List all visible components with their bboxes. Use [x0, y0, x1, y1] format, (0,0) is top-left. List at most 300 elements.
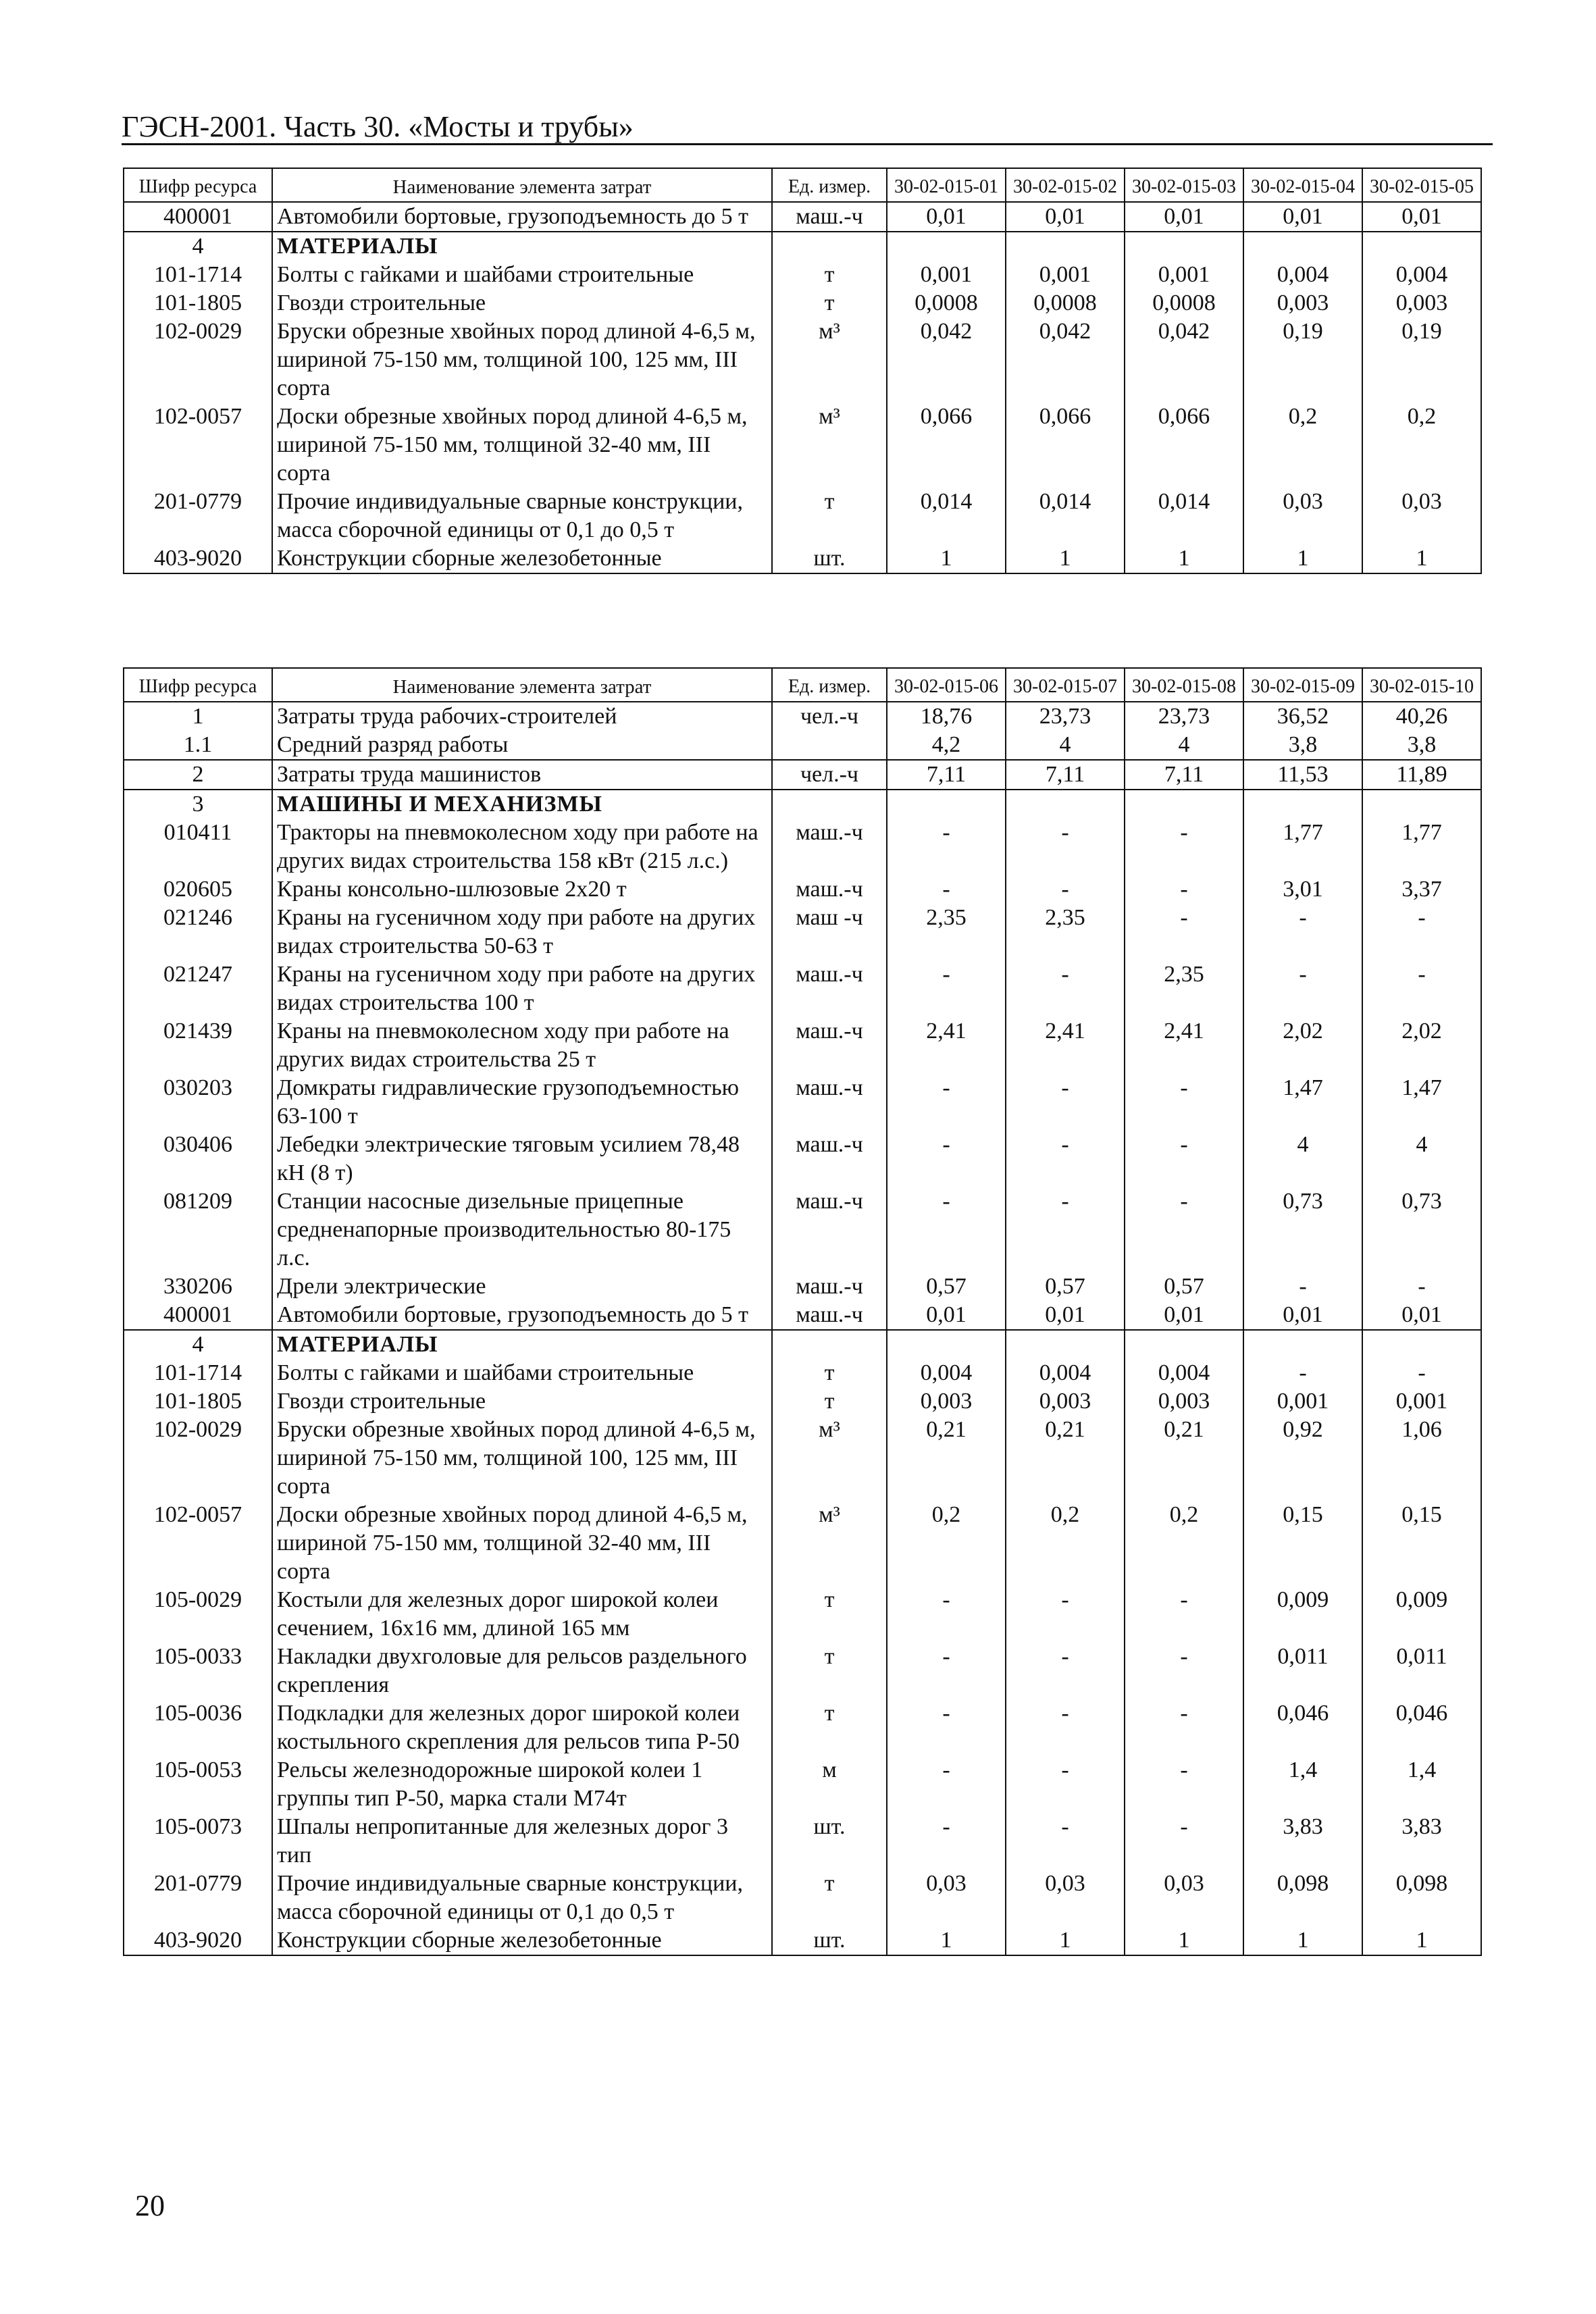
norm-value: 0,004: [1362, 261, 1481, 289]
norm-value: 0,01: [1362, 1301, 1481, 1330]
norm-value: 11,89: [1362, 760, 1481, 790]
resource-name: Домкраты гидравлические грузоподъемностью 63-100 т: [272, 1074, 772, 1131]
norm-value: -: [1125, 1131, 1243, 1187]
unit: маш -ч: [772, 904, 887, 960]
resource-code: 101-1714: [124, 261, 272, 289]
norm-value: 3,01: [1243, 875, 1362, 904]
norm-value: 0,01: [887, 202, 1006, 232]
norm-value: [1362, 232, 1481, 261]
table-row: [124, 1272, 1481, 1301]
norm-value: 1: [1362, 1926, 1481, 1955]
norm-value: 0,57: [1006, 1272, 1125, 1301]
norm-value: -: [1243, 904, 1362, 960]
unit: маш.-ч: [772, 819, 887, 875]
norm-value: 0,21: [1006, 1416, 1125, 1501]
norm-value: 1,47: [1362, 1074, 1481, 1131]
norm-value: 1: [1243, 1926, 1362, 1955]
norm-value: 0,014: [1006, 488, 1125, 544]
norm-value: -: [887, 1813, 1006, 1870]
norm-value: -: [1125, 875, 1243, 904]
norm-value: 0,004: [1006, 1359, 1125, 1387]
table-row: [124, 202, 1481, 232]
norm-value: 2,02: [1243, 1017, 1362, 1074]
table-row: [124, 317, 1481, 403]
norm-value: [1006, 790, 1125, 819]
norm-value: -: [1362, 904, 1481, 960]
norm-value: -: [1006, 1699, 1125, 1756]
norm-value: -: [1006, 1813, 1125, 1870]
col-header-norm: 30-02-015-08: [1125, 668, 1243, 702]
norm-value: 1,77: [1362, 819, 1481, 875]
col-header-norm: 30-02-015-05: [1362, 168, 1481, 202]
norm-value: [887, 232, 1006, 261]
unit: т: [772, 1699, 887, 1756]
resource-code: 4: [124, 232, 272, 261]
resource-code: 400001: [124, 202, 272, 232]
norm-value: 4: [1243, 1131, 1362, 1187]
resource-code: 102-0057: [124, 403, 272, 488]
table-row: [124, 1017, 1481, 1074]
unit: маш.-ч: [772, 1187, 887, 1272]
norm-value: 0,01: [1006, 1301, 1125, 1330]
resource-name: Дрели электрические: [272, 1272, 772, 1301]
unit: м: [772, 1756, 887, 1813]
resource-name: Конструкции сборные железобетонные: [272, 1926, 772, 1955]
unit: м³: [772, 317, 887, 403]
norm-value: 18,76: [887, 702, 1006, 731]
norm-value: 3,8: [1243, 731, 1362, 760]
resource-code: 330206: [124, 1272, 272, 1301]
resource-code: 105-0036: [124, 1699, 272, 1756]
unit: шт.: [772, 544, 887, 573]
unit: чел.-ч: [772, 760, 887, 790]
norm-value: -: [1243, 960, 1362, 1017]
norm-value: 23,73: [1006, 702, 1125, 731]
norm-value: -: [1006, 960, 1125, 1017]
resource-code: 020605: [124, 875, 272, 904]
table-row: [124, 403, 1481, 488]
norm-value: 0,004: [1125, 1359, 1243, 1387]
norm-value: -: [1125, 1074, 1243, 1131]
norm-value: 0,003: [1125, 1387, 1243, 1416]
norm-value: -: [887, 819, 1006, 875]
norm-value: [1125, 1330, 1243, 1359]
norm-value: 0,098: [1243, 1870, 1362, 1926]
resource-name: Рельсы железнодорожные широкой колеи 1 группы тип Р-50, марка стали М74т: [272, 1756, 772, 1813]
col-header-norm: 30-02-015-04: [1243, 168, 1362, 202]
norm-value: 0,15: [1243, 1501, 1362, 1586]
norm-value: 1: [1362, 544, 1481, 573]
resource-code: 201-0779: [124, 1870, 272, 1926]
table-row: [124, 819, 1481, 875]
norm-value: 0,57: [1125, 1272, 1243, 1301]
norm-value: 0,01: [1243, 1301, 1362, 1330]
table-row: [124, 1301, 1481, 1330]
norm-value: 0,004: [887, 1359, 1006, 1387]
table-row: [124, 904, 1481, 960]
resource-name: Автомобили бортовые, грузоподъемность до 5 т: [272, 202, 772, 232]
norm-value: 1,4: [1243, 1756, 1362, 1813]
table-row: [124, 702, 1481, 731]
resource-name: Гвозди строительные: [272, 289, 772, 317]
col-header-norm: 30-02-015-07: [1006, 668, 1125, 702]
resource-code: 101-1805: [124, 1387, 272, 1416]
norm-value: -: [1362, 960, 1481, 1017]
unit: м³: [772, 403, 887, 488]
norm-value: 1: [1006, 1926, 1125, 1955]
norm-value: 0,042: [887, 317, 1006, 403]
norm-value: 0,066: [1125, 403, 1243, 488]
table-header-row: [124, 168, 1481, 202]
norm-value: 0,19: [1243, 317, 1362, 403]
norm-value: 0,001: [887, 261, 1006, 289]
col-header-code: Шифр ресурса: [124, 168, 272, 202]
norm-value: 0,009: [1362, 1586, 1481, 1643]
resource-name: Средний разряд работы: [272, 731, 772, 760]
norm-value: [887, 1330, 1006, 1359]
norm-value: 36,52: [1243, 702, 1362, 731]
norm-value: 0,0008: [887, 289, 1006, 317]
table-row: [124, 960, 1481, 1017]
unit: т: [772, 488, 887, 544]
table-row: [124, 1586, 1481, 1643]
norm-value: 0,01: [1125, 1301, 1243, 1330]
norm-value: [1243, 232, 1362, 261]
norm-value: 7,11: [1125, 760, 1243, 790]
norm-value: 2,41: [1125, 1017, 1243, 1074]
norm-value: 7,11: [887, 760, 1006, 790]
section-row: [124, 790, 1481, 819]
unit: маш.-ч: [772, 1131, 887, 1187]
resource-name: Краны на гусеничном ходу при работе на других видах строительства 50-63 т: [272, 904, 772, 960]
norm-value: -: [1243, 1272, 1362, 1301]
resource-name: Доски обрезные хвойных пород длиной 4-6,5 м, шириной 75-150 мм, толщиной 32-40 мм, III сорта: [272, 1501, 772, 1586]
resource-code: 102-0029: [124, 317, 272, 403]
norm-value: 4: [1362, 1131, 1481, 1187]
norm-value: -: [1006, 1586, 1125, 1643]
norm-value: 0,004: [1243, 261, 1362, 289]
norm-value: 4,2: [887, 731, 1006, 760]
norm-value: 3,83: [1362, 1813, 1481, 1870]
norm-value: 0,2: [1006, 1501, 1125, 1586]
norm-value: 1: [1243, 544, 1362, 573]
resource-code: 201-0779: [124, 488, 272, 544]
norm-value: 0,21: [887, 1416, 1006, 1501]
table-row: [124, 261, 1481, 289]
norm-value: [1006, 232, 1125, 261]
norm-value: -: [1006, 1643, 1125, 1699]
resource-name: Накладки двухголовые для рельсов раздельного скрепления: [272, 1643, 772, 1699]
col-header-unit: Ед. измер.: [772, 168, 887, 202]
table-row: [124, 1870, 1481, 1926]
resource-code: 4: [124, 1330, 272, 1359]
norm-value: 3,8: [1362, 731, 1481, 760]
table-row: [124, 1416, 1481, 1501]
table-row: [124, 1131, 1481, 1187]
resource-code: 403-9020: [124, 544, 272, 573]
norm-value: 0,098: [1362, 1870, 1481, 1926]
norm-value: 0,03: [1243, 488, 1362, 544]
resource-name: Автомобили бортовые, грузоподъемность до 5 т: [272, 1301, 772, 1330]
resource-name: Прочие индивидуальные сварные конструкции, масса сборочной единицы от 0,1 до 0,5 т: [272, 488, 772, 544]
norm-value: 1,06: [1362, 1416, 1481, 1501]
resource-code: 1.1: [124, 731, 272, 760]
table-row: [124, 544, 1481, 573]
norm-value: -: [887, 1586, 1006, 1643]
resource-code: 105-0029: [124, 1586, 272, 1643]
col-header-norm: 30-02-015-01: [887, 168, 1006, 202]
page-number: 20: [135, 2189, 165, 2222]
norm-value: -: [1125, 1699, 1243, 1756]
norm-value: 0,011: [1243, 1643, 1362, 1699]
table-row: [124, 1187, 1481, 1272]
norm-value: [1125, 232, 1243, 261]
table-row: [124, 289, 1481, 317]
norm-value: 23,73: [1125, 702, 1243, 731]
norm-value: [1362, 790, 1481, 819]
norm-value: 0,066: [1006, 403, 1125, 488]
resource-name: Конструкции сборные железобетонные: [272, 544, 772, 573]
unit: т: [772, 289, 887, 317]
norm-value: -: [1006, 1756, 1125, 1813]
resource-name: МАТЕРИАЛЫ: [272, 232, 772, 261]
norm-value: 0,57: [887, 1272, 1006, 1301]
resource-name: Болты с гайками и шайбами строительные: [272, 1359, 772, 1387]
section-row: [124, 232, 1481, 261]
table-row: [124, 760, 1481, 790]
resource-name: Шпалы непропитанные для железных дорог 3 тип: [272, 1813, 772, 1870]
norm-value: -: [1006, 1131, 1125, 1187]
norm-value: -: [1125, 1586, 1243, 1643]
norm-value: -: [1006, 819, 1125, 875]
header-rule: [122, 143, 1493, 145]
unit: [772, 1330, 887, 1359]
norm-value: 0,046: [1243, 1699, 1362, 1756]
page-header: ГЭСН-2001. Часть 30. «Мосты и трубы»: [122, 110, 634, 143]
norm-value: 0,03: [1125, 1870, 1243, 1926]
unit: т: [772, 261, 887, 289]
resource-name: Болты с гайками и шайбами строительные: [272, 261, 772, 289]
col-header-name: Наименование элемента затрат: [272, 668, 772, 702]
norm-value: 40,26: [1362, 702, 1481, 731]
resource-name: Станции насосные дизельные прицепные средненапорные производительностью 80-175 л.с.: [272, 1187, 772, 1272]
norm-value: 0,066: [887, 403, 1006, 488]
resource-name: Затраты труда рабочих-строителей: [272, 702, 772, 731]
resource-name: Доски обрезные хвойных пород длиной 4-6,5 м, шириной 75-150 мм, толщиной 32-40 мм, III сорта: [272, 403, 772, 488]
resource-name: Краны на пневмоколесном ходу при работе на других видах строительства 25 т: [272, 1017, 772, 1074]
table-row: [124, 488, 1481, 544]
norm-value: 0,73: [1243, 1187, 1362, 1272]
resource-code: 2: [124, 760, 272, 790]
norm-value: 1,77: [1243, 819, 1362, 875]
norm-value: -: [1125, 1187, 1243, 1272]
resource-code: 400001: [124, 1301, 272, 1330]
norm-value: 0,2: [1243, 403, 1362, 488]
resource-name: Бруски обрезные хвойных пород длиной 4-6,5 м, шириной 75-150 мм, толщиной 100, 125 мм, III сорта: [272, 1416, 772, 1501]
unit: маш.-ч: [772, 202, 887, 232]
norm-value: 1,4: [1362, 1756, 1481, 1813]
table-row: [124, 1756, 1481, 1813]
norm-value: 1: [887, 1926, 1006, 1955]
resource-name: Тракторы на пневмоколесном ходу при работе на других видах строительства 158 кВт (215 л.с.): [272, 819, 772, 875]
norm-value: 2,41: [1006, 1017, 1125, 1074]
resource-code: 102-0029: [124, 1416, 272, 1501]
norm-value: -: [887, 1074, 1006, 1131]
resource-name: МАТЕРИАЛЫ: [272, 1330, 772, 1359]
resource-name: Бруски обрезные хвойных пород длиной 4-6,5 м, шириной 75-150 мм, толщиной 100, 125 мм, III сорта: [272, 317, 772, 403]
norm-value: 7,11: [1006, 760, 1125, 790]
resource-code: 102-0057: [124, 1501, 272, 1586]
unit: т: [772, 1870, 887, 1926]
resource-code: 021247: [124, 960, 272, 1017]
norm-value: 0,03: [887, 1870, 1006, 1926]
norm-value: 0,003: [887, 1387, 1006, 1416]
norm-value: 2,35: [887, 904, 1006, 960]
norm-value: [1243, 1330, 1362, 1359]
resource-name: Прочие индивидуальные сварные конструкции, масса сборочной единицы от 0,1 до 0,5 т: [272, 1870, 772, 1926]
norm-value: 0,15: [1362, 1501, 1481, 1586]
norm-value: 0,003: [1006, 1387, 1125, 1416]
norm-value: 1: [1006, 544, 1125, 573]
norm-value: 1: [1125, 1926, 1243, 1955]
norm-value: 2,41: [887, 1017, 1006, 1074]
unit: маш.-ч: [772, 1301, 887, 1330]
resource-code: 403-9020: [124, 1926, 272, 1955]
norm-value: -: [887, 960, 1006, 1017]
norm-value: -: [1006, 1187, 1125, 1272]
col-header-norm: 30-02-015-10: [1362, 668, 1481, 702]
norm-value: [1362, 1330, 1481, 1359]
norm-value: 0,003: [1362, 289, 1481, 317]
table-row: [124, 1074, 1481, 1131]
unit: т: [772, 1387, 887, 1416]
norm-value: -: [1362, 1272, 1481, 1301]
norm-table-1: [123, 168, 1482, 574]
resource-code: 021246: [124, 904, 272, 960]
norm-value: 0,73: [1362, 1187, 1481, 1272]
unit: шт.: [772, 1813, 887, 1870]
table-header-row: [124, 668, 1481, 702]
table-row: [124, 731, 1481, 760]
unit: чел.-ч: [772, 702, 887, 731]
norm-value: -: [887, 1699, 1006, 1756]
unit: маш.-ч: [772, 1074, 887, 1131]
norm-value: 2,02: [1362, 1017, 1481, 1074]
norm-value: 0,0008: [1006, 289, 1125, 317]
norm-value: 0,042: [1125, 317, 1243, 403]
norm-value: 0,92: [1243, 1416, 1362, 1501]
norm-value: 0,014: [887, 488, 1006, 544]
resource-code: 010411: [124, 819, 272, 875]
resource-code: 1: [124, 702, 272, 731]
resource-code: 101-1714: [124, 1359, 272, 1387]
norm-value: -: [1006, 875, 1125, 904]
norm-value: 2,35: [1125, 960, 1243, 1017]
norm-value: 1: [1125, 544, 1243, 573]
unit: маш.-ч: [772, 1272, 887, 1301]
norm-value: 0,2: [1125, 1501, 1243, 1586]
unit: маш.-ч: [772, 1017, 887, 1074]
norm-value: 0,001: [1362, 1387, 1481, 1416]
resource-name: Затраты труда машинистов: [272, 760, 772, 790]
norm-value: [1006, 1330, 1125, 1359]
resource-code: 105-0053: [124, 1756, 272, 1813]
resource-name: Подкладки для железных дорог широкой колеи костыльного скрепления для рельсов типа Р-50: [272, 1699, 772, 1756]
norm-value: -: [1125, 1643, 1243, 1699]
table-row: [124, 1359, 1481, 1387]
unit: шт.: [772, 1926, 887, 1955]
norm-value: 0,01: [1243, 202, 1362, 232]
unit: [772, 232, 887, 261]
table-row: [124, 875, 1481, 904]
col-header-norm: 30-02-015-02: [1006, 168, 1125, 202]
col-header-norm: 30-02-015-09: [1243, 668, 1362, 702]
norm-value: 0,01: [1362, 202, 1481, 232]
resource-name: Гвозди строительные: [272, 1387, 772, 1416]
table-row: [124, 1501, 1481, 1586]
norm-value: 0,003: [1243, 289, 1362, 317]
unit: т: [772, 1643, 887, 1699]
col-header-norm: 30-02-015-06: [887, 668, 1006, 702]
norm-value: -: [1125, 819, 1243, 875]
norm-value: 2,35: [1006, 904, 1125, 960]
norm-value: 0,001: [1006, 261, 1125, 289]
norm-value: 0,011: [1362, 1643, 1481, 1699]
norm-value: -: [887, 1131, 1006, 1187]
resource-code: 105-0073: [124, 1813, 272, 1870]
unit: м³: [772, 1416, 887, 1501]
table-row: [124, 1926, 1481, 1955]
resource-name: Краны консольно-шлюзовые 2х20 т: [272, 875, 772, 904]
norm-value: -: [887, 1643, 1006, 1699]
norm-value: 0,21: [1125, 1416, 1243, 1501]
norm-value: 1,47: [1243, 1074, 1362, 1131]
norm-value: 0,01: [1125, 202, 1243, 232]
norm-value: 3,37: [1362, 875, 1481, 904]
resource-code: 021439: [124, 1017, 272, 1074]
norm-value: 4: [1125, 731, 1243, 760]
table-row: [124, 1813, 1481, 1870]
norm-value: -: [1006, 1074, 1125, 1131]
norm-value: -: [1362, 1359, 1481, 1387]
norm-value: 0,009: [1243, 1586, 1362, 1643]
table-row: [124, 1387, 1481, 1416]
section-row: [124, 1330, 1481, 1359]
norm-value: 0,01: [887, 1301, 1006, 1330]
resource-code: 3: [124, 790, 272, 819]
unit: т: [772, 1586, 887, 1643]
resource-name: Костыли для железных дорог широкой колеи сечением, 16х16 мм, длиной 165 мм: [272, 1586, 772, 1643]
norm-value: -: [887, 875, 1006, 904]
resource-name: МАШИНЫ И МЕХАНИЗМЫ: [272, 790, 772, 819]
norm-value: 0,2: [1362, 403, 1481, 488]
norm-value: 0,03: [1362, 488, 1481, 544]
resource-code: 081209: [124, 1187, 272, 1272]
norm-value: 0,0008: [1125, 289, 1243, 317]
norm-value: 0,046: [1362, 1699, 1481, 1756]
unit: м³: [772, 1501, 887, 1586]
unit: [772, 790, 887, 819]
norm-value: -: [1125, 1756, 1243, 1813]
norm-value: [1243, 790, 1362, 819]
norm-value: 11,53: [1243, 760, 1362, 790]
resource-name: Лебедки электрические тяговым усилием 78,48 кН (8 т): [272, 1131, 772, 1187]
norm-table-2: [123, 667, 1482, 1956]
norm-value: 0,2: [887, 1501, 1006, 1586]
norm-value: [887, 790, 1006, 819]
norm-value: -: [887, 1756, 1006, 1813]
resource-code: 101-1805: [124, 289, 272, 317]
